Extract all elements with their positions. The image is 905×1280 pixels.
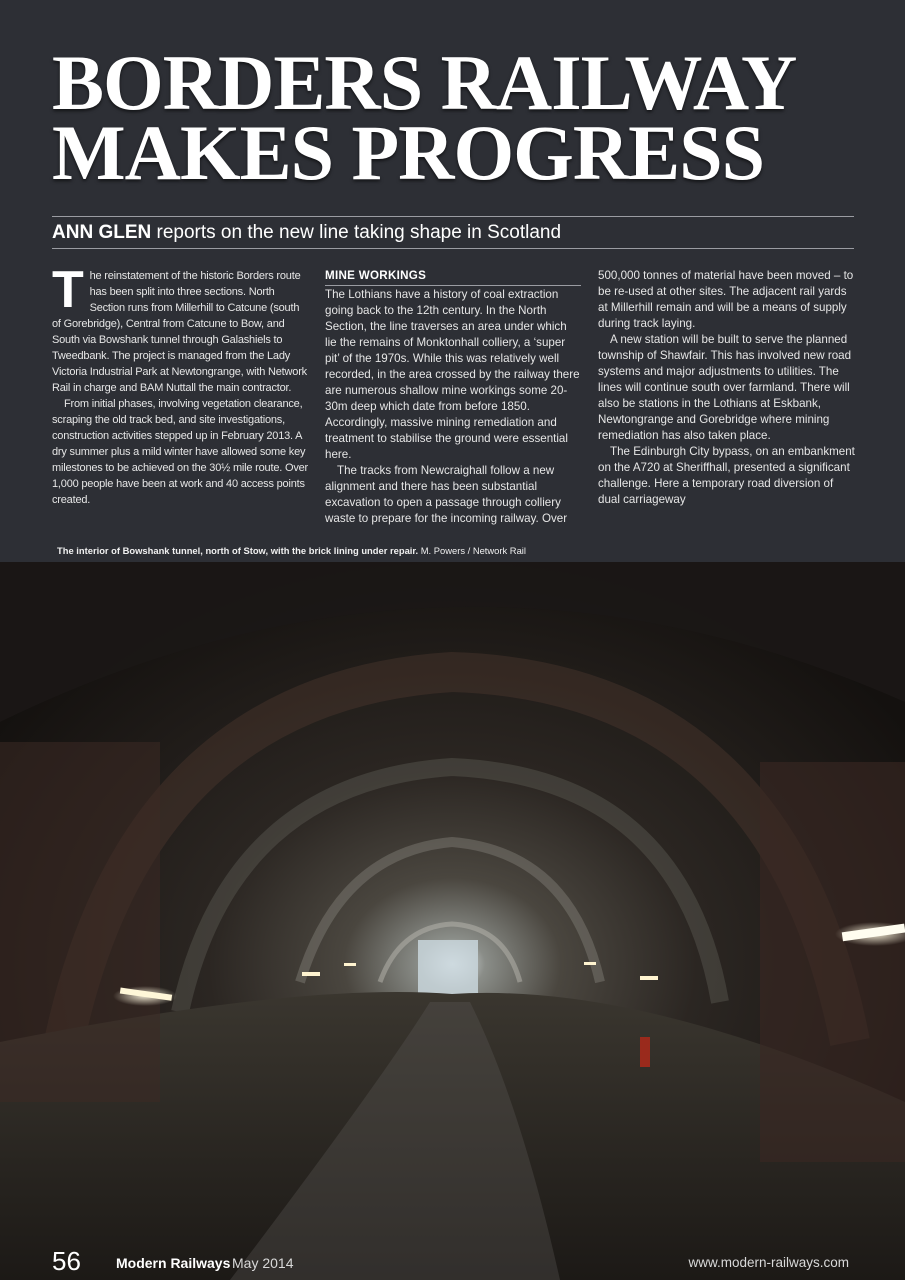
paragraph: The Edinburgh City bypass, on an embankment on the A720 at Sheriffhall, presented a significant challenge. Here a temporary road diversion of dual carriageway <box>598 445 855 506</box>
standfirst-text: reports on the new line taking shape in Scotland <box>151 222 562 243</box>
subheading-mine-workings: MINE WORKINGS <box>325 268 581 286</box>
article-column-1 <box>52 261 308 508</box>
page-number: 56 <box>52 1246 81 1276</box>
standfirst-bottom-rule <box>52 248 854 249</box>
paragraph-text: he reinstatement of the historic Borders route has been split into three sections. North Section runs from Millerhill to Catcune (south of Gorebridge), Central from Catcune to Bow, and South via Bowshank tunnel through Galashiels to Tweedbank. The project is managed from the Lady Victoria Industrial Park at Newtongrange, with Network Rail in charge and BAM Nuttall the main contractor. <box>52 270 307 394</box>
paragraph: The tracks from Newcraighall follow a new alignment and there has been substantial excavation to open a passage through colliery waste to prepare for the incoming railway. Over <box>325 464 568 525</box>
author-name: ANN GLEN <box>52 222 152 243</box>
photo-caption <box>57 545 526 556</box>
caption-text: The interior of Bowshank tunnel, north of Stow, with the brick lining under repair. <box>57 545 419 556</box>
article-column-2 <box>325 268 581 527</box>
article-column-3 <box>598 268 856 508</box>
headline-line-1: BORDERS RAILWAY <box>52 39 797 126</box>
page-footer <box>0 1240 905 1280</box>
paragraph: 500,000 tonnes of material have been moved – to be re-used at other sites. The adjacent rail yards at Millerhill remain and will be a means of supply during track laying. <box>598 269 854 330</box>
paragraph: From initial phases, involving vegetation clearance, scraping the old track bed, and site investigations, construction activities stepped up in February 2013. A dry summer plus a mild winter have allowed some key milestones to be achieved on the 30½ mile route. Over 1,000 people have been at work and 40 access points created. <box>52 398 308 506</box>
paragraph: The Lothians have a history of coal extraction going back to the 12th century. In the North Section, the line traverses an area under which lie the remains of Monktonhall colliery, a ‘super pit’ of the 1970s. While this was relatively well recorded, in the area crossed by the railway there are numerous shallow mine workings some 20-30m deep which date from before 1850. Accordingly, massive mining remediation and treatment to stabilise the ground were essential here. <box>325 288 580 461</box>
standfirst-top-rule <box>52 216 854 217</box>
issue-date: May 2014 <box>232 1255 294 1271</box>
drop-cap: T <box>52 261 84 319</box>
website-url: www.modern-railways.com <box>688 1255 849 1270</box>
paragraph: A new station will be built to serve the planned township of Shawfair. This has involved new road systems and major adjustments to utilities. The lines will continue south over farmland. There will also be stations in the Lothians at Eskbank, Newtongrange and Gorebridge where mining remediation has also taken place. <box>598 333 852 442</box>
headline <box>52 39 862 196</box>
standfirst <box>52 222 854 244</box>
headline-line-2: MAKES PROGRESS <box>52 109 764 196</box>
paragraph <box>52 261 308 396</box>
tunnel-photo <box>0 562 905 1280</box>
magazine-name: Modern Railways <box>116 1255 231 1271</box>
photo-credit: M. Powers / Network Rail <box>418 545 526 556</box>
